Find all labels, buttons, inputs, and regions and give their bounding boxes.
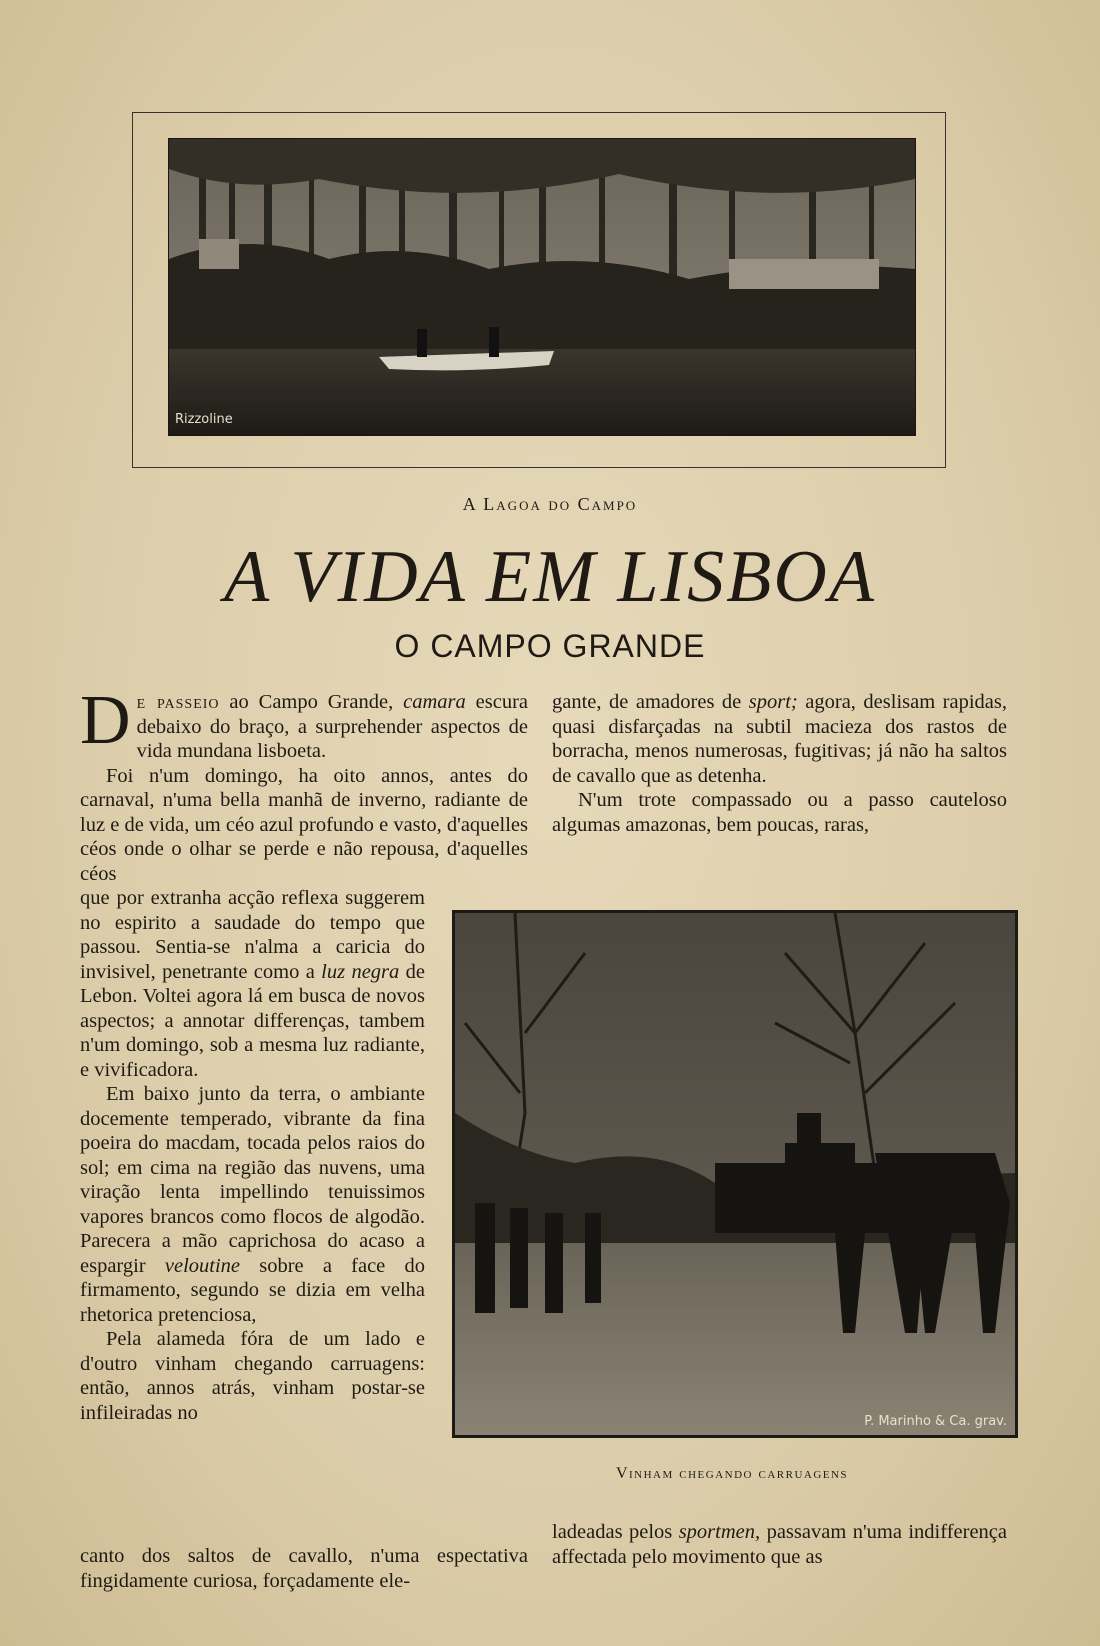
- sportmen-italic: sportmen,: [678, 1521, 761, 1543]
- paragraph-2-text-a: Em baixo junto da terra, o ambiante docemente temperado, vibrante da fina poeira do macdam, tocada pelos raios do sol; em cima na região das nuvens, uma viração lenta impellindo tenuissimos vapores brancos como flocos de algodão. Parecera a mão caprichosa do acaso a espargir: [80, 1083, 425, 1277]
- veloutine-italic: veloutine: [164, 1254, 241, 1277]
- paragraph-1b-text-a: que por extranha acção reflexa suggerem no espirito a saudade do tempo que passou. Sentia-se n'alma a caricia do invisivel, penetrante como a: [80, 887, 425, 983]
- page-subtitle: O CAMPO GRANDE: [394, 628, 706, 664]
- col2-paragraph-3: [552, 1520, 1007, 1569]
- col2-paragraph-3-text-b: passavam n'uma indifferença affectada pelo movimento que as: [552, 1521, 1007, 1568]
- intro-paragraph: [80, 682, 528, 764]
- bottom-photo-signature: P. Marinho & Ca. grav.: [864, 1414, 1007, 1429]
- col2-paragraph-2: N'um trote compassado ou a passo cauteloso algumas amazonas, bem poucas, raras,: [552, 789, 1007, 836]
- intro-italic: camara: [403, 691, 466, 713]
- drop-cap: D: [80, 682, 131, 759]
- column-1-lower: [80, 886, 425, 1425]
- paragraph-1: Foi n'um domingo, ha oito annos, antes do carnaval, n'uma bella manhã de inverno, radiante de luz e de vida, um céo azul profundo e vasto, d'aquelles céos onde o olhar se perde e não repousa, d'aquelles céos: [80, 764, 528, 885]
- carriages-illustration: [455, 913, 1015, 1435]
- column-2-bottom: [552, 1520, 1007, 1569]
- intro-text-a: ao Campo Grande,: [219, 691, 404, 713]
- luz-negra-italic: luz negra: [321, 960, 400, 983]
- paragraph-3-end: canto dos saltos de cavallo, n'uma espectativa fingidamente curiosa, forçadamente ele-: [80, 1545, 528, 1592]
- column-1-upper: [80, 682, 528, 886]
- col2-paragraph-1-text-a: gante, de amadores de: [552, 691, 749, 713]
- bottom-caption: Vinham chegando carruagens: [615, 1465, 849, 1482]
- paragraph-1b: [80, 886, 425, 1082]
- top-caption: A Lagoa do Campo: [462, 494, 638, 514]
- column-2-upper: [552, 690, 1007, 837]
- intro-smallcaps: e passeio: [136, 691, 220, 713]
- top-photo-signature: Rizzoline: [175, 412, 233, 427]
- carriages-photo: [452, 910, 1018, 1438]
- col2-paragraph-1: [552, 690, 1007, 788]
- sport-italic: sport;: [748, 691, 798, 713]
- col2-paragraph-1-text-b: agora, deslisam rapidas, quasi disfarçadas na subtil macieza dos rastos de borracha, menos numerosas, fugitivas; já não ha saltos de cavallo que as detenha.: [552, 691, 1007, 787]
- intro-text-b: escura debaixo do braço, a surprehender aspectos de vida mundana lisboeta.: [136, 691, 528, 762]
- paragraph-1b-text-b: de Lebon. Voltei agora lá em busca de novos aspectos; a annotar differenças, tambem n'um domingo, sob a mesma luz radiante, e vivificadora.: [80, 960, 425, 1081]
- paragraph-2-text-b: sobre a face do firmamento, segundo se dizia em velha rhetorica pretenciosa,: [80, 1254, 425, 1326]
- col2-paragraph-3-text-a: ladeadas pelos: [552, 1521, 679, 1543]
- column-1-bottom: [80, 1544, 528, 1593]
- lagoon-illustration: [169, 139, 915, 435]
- lagoon-photo: [168, 138, 916, 436]
- paragraph-3: Pela alameda fóra de um lado e d'outro vinham chegando carruagens: então, annos atrás, vinham postar-se infileiradas no: [80, 1328, 425, 1424]
- page-title: A VIDA EM LISBOA: [223, 536, 876, 618]
- paragraph-2: [80, 1082, 425, 1327]
